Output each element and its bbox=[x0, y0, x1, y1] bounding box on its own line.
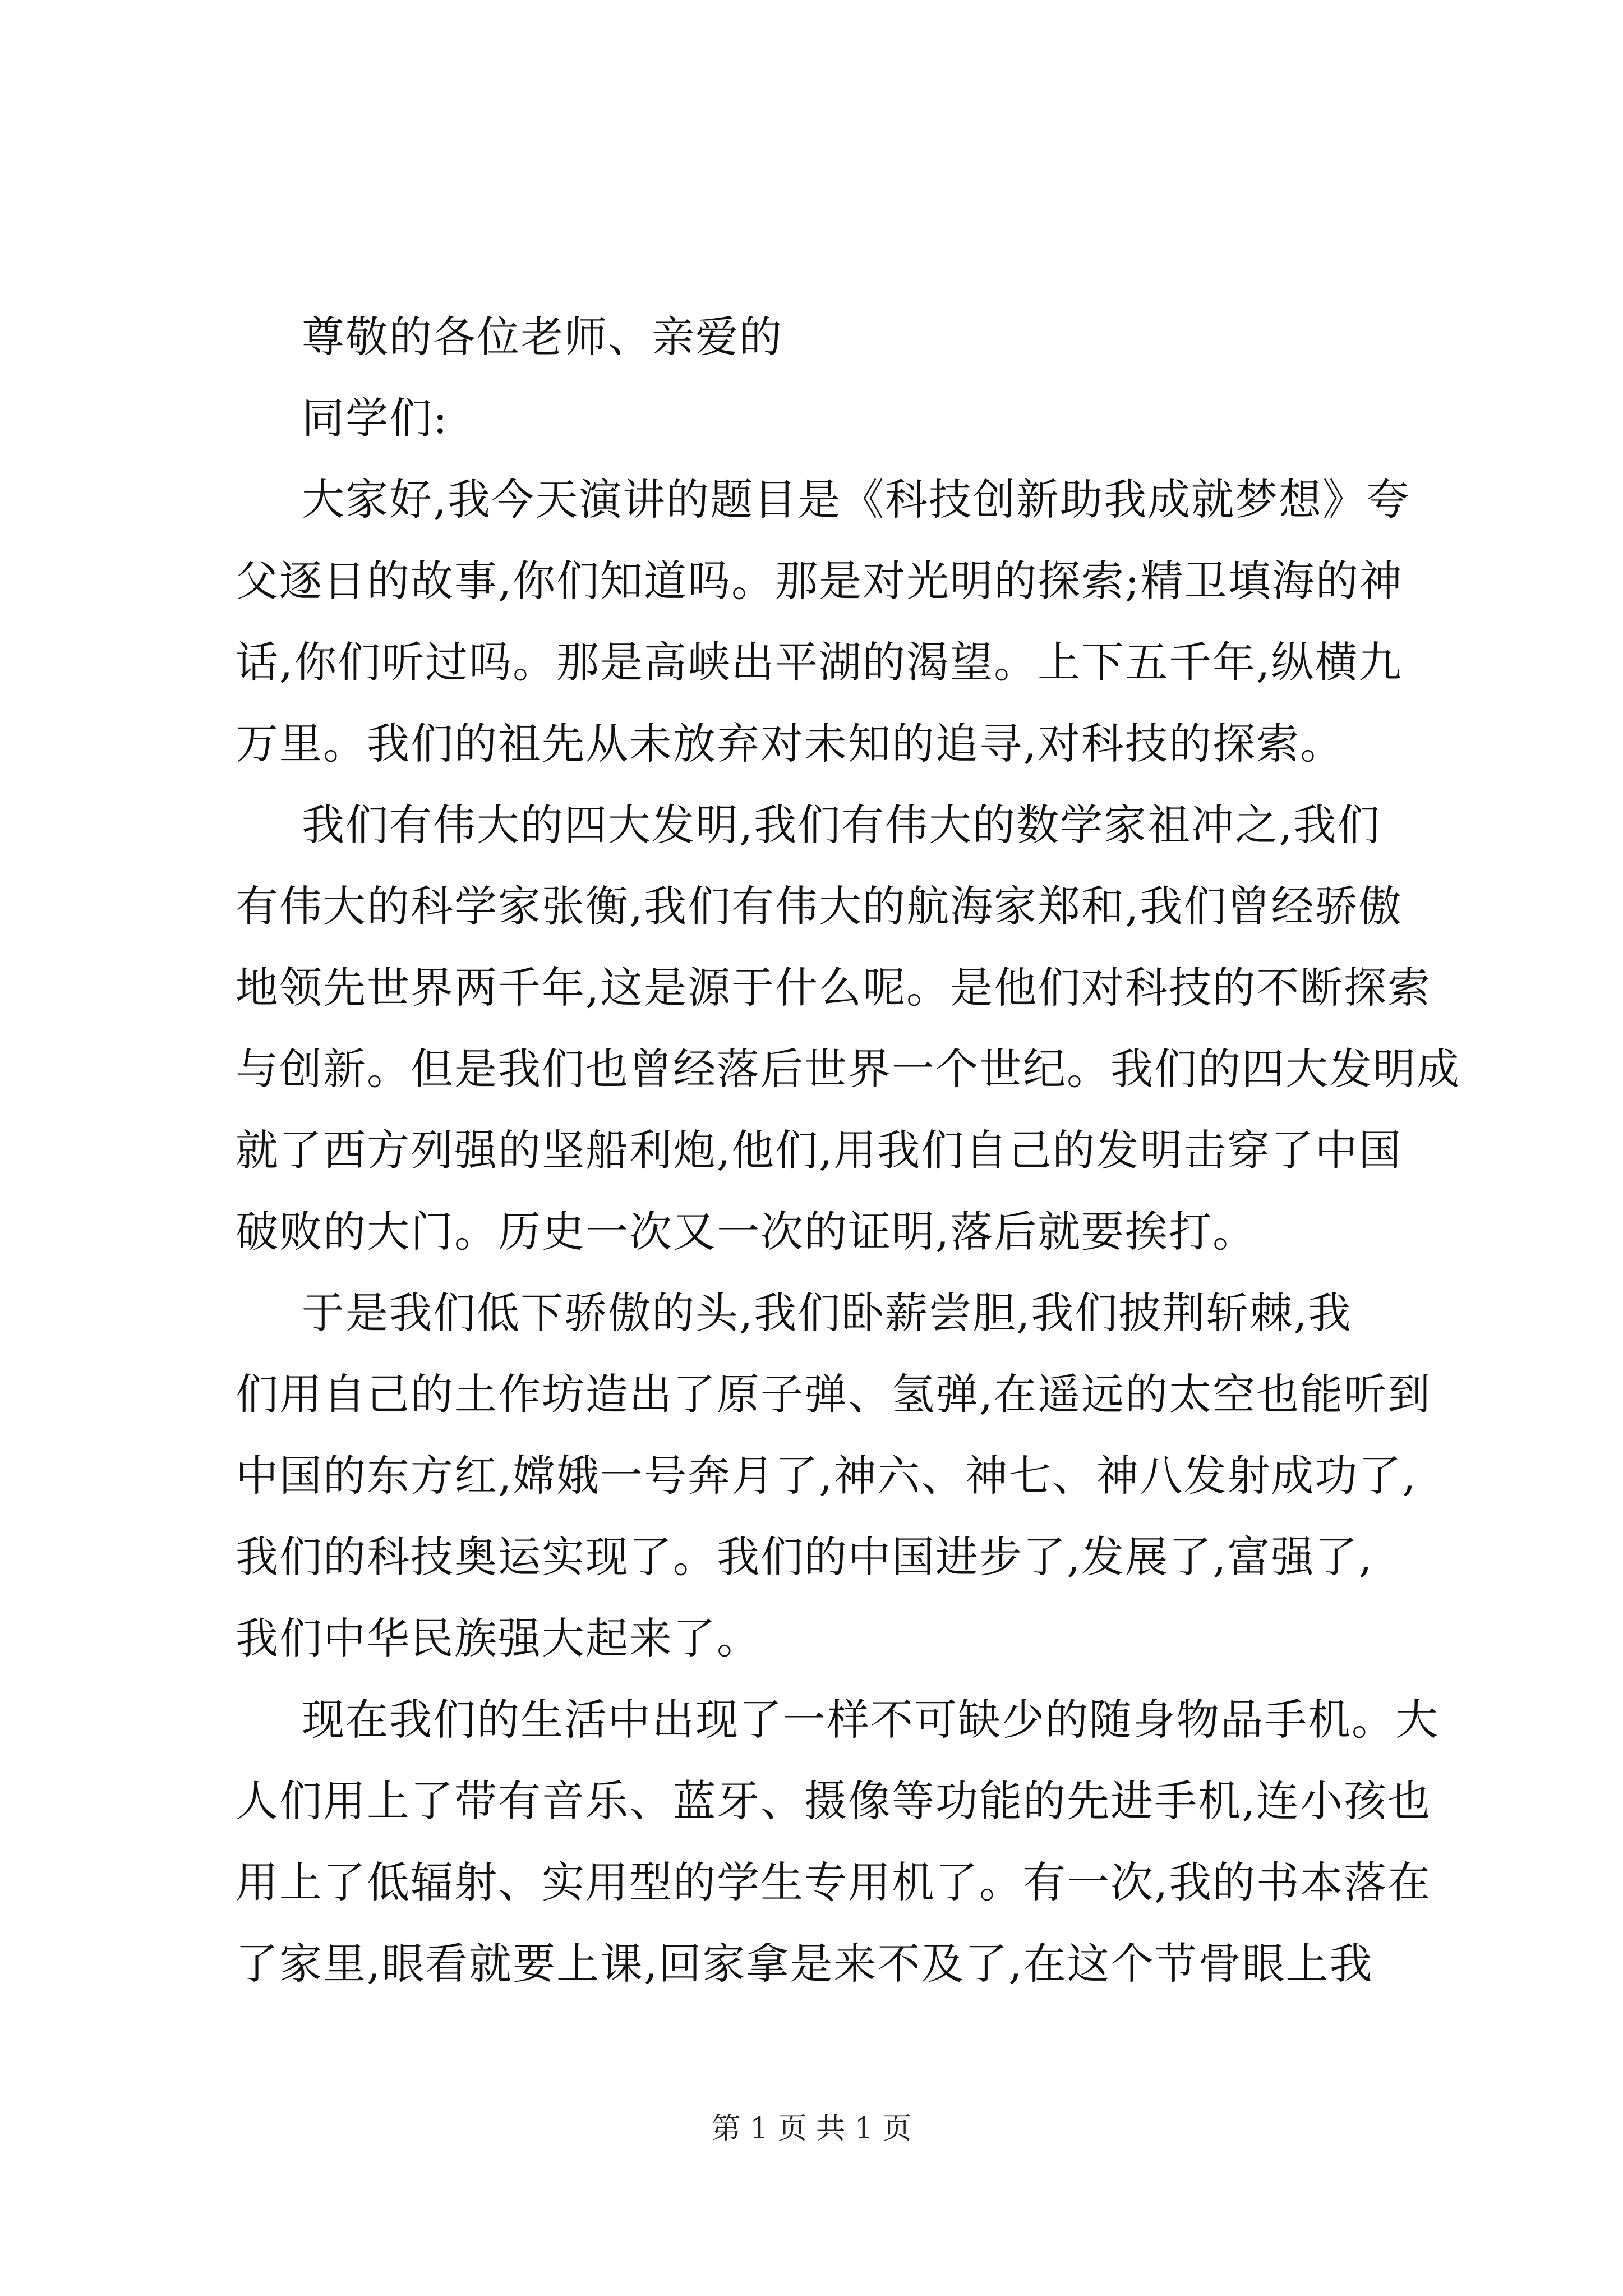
paragraph-3-line-3: 中国的东方红,嫦娥一号奔月了,神六、神七、神八发射成功了, bbox=[236, 1451, 1417, 1501]
paragraph-2-line-6: 破败的大门。历史一次又一次的证明,落后就要挨打。 bbox=[236, 1207, 1257, 1257]
salutation-line-2: 同学们: bbox=[302, 393, 449, 443]
paragraph-4-line-4: 了家里,眼看就要上课,回家拿是来不及了,在这个节骨眼上我 bbox=[236, 1939, 1373, 1989]
paragraph-2-line-4: 与创新。但是我们也曾经落后世界一个世纪。我们的四大发明成 bbox=[236, 1044, 1460, 1094]
paragraph-4-line-3: 用上了低辐射、实用型的学生专用机了。有一次,我的书本落在 bbox=[236, 1857, 1432, 1907]
paragraph-4-line-2: 人们用上了带有音乐、蓝牙、摄像等功能的先进手机,连小孩也 bbox=[236, 1776, 1432, 1826]
paragraph-3-line-1: 于是我们低下骄傲的头,我们卧薪尝胆,我们披荆斩棘,我 bbox=[302, 1288, 1352, 1338]
paragraph-3-line-4: 我们的科技奥运实现了。我们的中国进步了,发展了,富强了, bbox=[236, 1532, 1373, 1582]
speech-body bbox=[236, 296, 1460, 2004]
paragraph-4-line-1: 现在我们的生活中出现了一样不可缺少的随身物品手机。大 bbox=[302, 1695, 1439, 1745]
paragraph-1-line-4: 万里。我们的祖先从未放弃对未知的追寻,对科技的探索。 bbox=[236, 719, 1344, 769]
paragraph-1-line-1: 大家好,我今天演讲的题目是《科技创新助我成就梦想》夸 bbox=[302, 475, 1410, 524]
paragraph-2-line-1: 我们有伟大的四大发明,我们有伟大的数学家祖冲之,我们 bbox=[302, 800, 1381, 850]
paragraph-2-line-2: 有伟大的科学家张衡,我们有伟大的航海家郑和,我们曾经骄傲 bbox=[236, 881, 1403, 931]
paragraph-3-line-2: 们用自己的土作坊造出了原子弹、氢弹,在遥远的太空也能听到 bbox=[236, 1369, 1432, 1419]
paragraph-2-line-3: 地领先世界两千年,这是源于什么呢。是他们对科技的不断探索 bbox=[236, 963, 1432, 1013]
salutation-line-1: 尊敬的各位老师、亲爱的 bbox=[302, 312, 783, 362]
page-footer: 第 1 页 共 1 页 bbox=[711, 2112, 912, 2146]
paragraph-3-line-5: 我们中华民族强大起来了。 bbox=[236, 1613, 760, 1663]
paragraph-1-line-3: 话,你们听过吗。那是高峡出平湖的渴望。上下五千年,纵横九 bbox=[236, 637, 1403, 687]
paragraph-1-line-2: 父逐日的故事,你们知道吗。那是对光明的探索;精卫填海的神 bbox=[236, 556, 1403, 606]
paragraph-2-line-5: 就了西方列强的坚船利炮,他们,用我们自己的发明击穿了中国 bbox=[236, 1125, 1403, 1175]
